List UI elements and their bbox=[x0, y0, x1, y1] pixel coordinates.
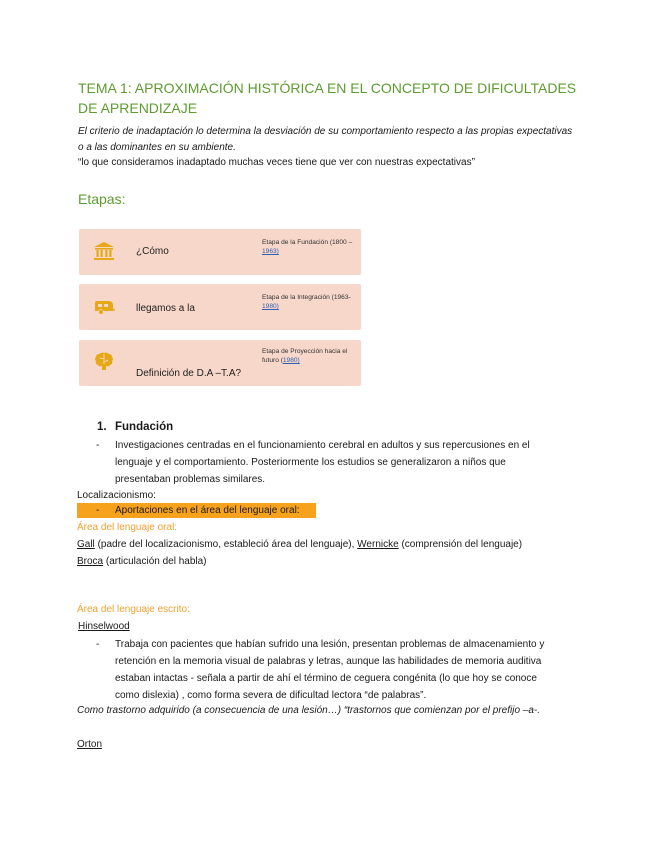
intro-italic-text: El criterio de inadaptación lo determina la desviación de su comportamiento respecto a las propias expectativas o a las dominantes en su ambiente. bbox=[78, 126, 573, 153]
caravan-icon bbox=[93, 298, 115, 318]
brain-icon bbox=[93, 351, 115, 371]
section-number: 1. bbox=[97, 421, 107, 433]
bullet-dash: - bbox=[96, 440, 100, 451]
broca-name: Broca bbox=[77, 556, 104, 567]
etapa-card-side-text bbox=[262, 238, 357, 256]
etapas-heading: Etapas: bbox=[78, 191, 126, 207]
fundacion-bullet bbox=[96, 437, 586, 489]
broca-line bbox=[77, 554, 207, 570]
etapa-side-text: Etapa de Proyección hacia el futuro ( bbox=[262, 348, 348, 364]
etapa-date-link[interactable]: 1963) bbox=[262, 248, 279, 255]
aportaciones-highlight bbox=[77, 503, 316, 518]
wernicke-name: Wernicke bbox=[357, 539, 399, 550]
aportaciones-text: Aportaciones en el área del lenguaje oral: bbox=[115, 505, 300, 516]
orton-heading: Orton bbox=[77, 739, 103, 750]
gall-name: Gall bbox=[77, 539, 95, 550]
bullet-line: presentaban problemas similares. bbox=[115, 474, 266, 485]
section-heading bbox=[97, 421, 173, 433]
gall-text: (padre del localizacionismo, estableció área del lenguaje), bbox=[94, 539, 358, 550]
etapa-card-label: llegamos a la bbox=[136, 303, 195, 314]
etapa-card-label: ¿Cómo bbox=[136, 246, 169, 257]
etapa-date-link[interactable]: 1980) bbox=[282, 357, 300, 364]
section-title: Fundación bbox=[115, 421, 174, 433]
etapa-date-link[interactable]: 1980) bbox=[262, 303, 279, 310]
etapa-card-label: Definición de D.A –T.A? bbox=[136, 368, 242, 379]
localizacionismo-label: Localizacionismo: bbox=[77, 490, 156, 501]
etapa-card-2 bbox=[79, 284, 361, 330]
escrito-heading: Área del lenguaje escrito: bbox=[77, 604, 190, 615]
etapa-card-side-text bbox=[262, 347, 357, 365]
intro-block bbox=[78, 124, 578, 171]
wernicke-text: (comprensión del lenguaje) bbox=[398, 539, 523, 550]
museum-icon bbox=[93, 241, 115, 261]
hinselwood-heading: Hinselwood bbox=[78, 621, 130, 632]
etapa-side-text: Etapa de la Fundación (1800 – bbox=[262, 239, 353, 246]
etapa-card-3 bbox=[79, 340, 361, 386]
bullet-text bbox=[115, 437, 530, 488]
etapa-card-1 bbox=[79, 229, 361, 275]
page-title: TEMA 1: APROXIMACIÓN HISTÓRICA EN EL CONCEPTO DE DIFICULTADES DE APRENDIZAJE bbox=[78, 80, 577, 116]
etapa-side-text: Etapa de la Integración (1963- bbox=[262, 294, 351, 301]
bullet-line: retención en la memoria visual de palabras y letras, aunque las habilidades de memoria auditiva bbox=[115, 656, 542, 667]
bullet-line: Trabaja con pacientes que habían sufrido una lesión, presentan problemas de almacenamiento y bbox=[115, 639, 545, 650]
broca-text: (articulación del habla) bbox=[103, 556, 207, 567]
hinselwood-bullet bbox=[96, 636, 596, 706]
gall-wernicke-line bbox=[77, 537, 522, 553]
bullet-line: Investigaciones centradas en el funcionamiento cerebral en adultos y sus repercusiones en el bbox=[115, 440, 530, 451]
etapa-card-side-text bbox=[262, 293, 357, 311]
bullet-line: lenguaje y el comportamiento. Posteriormente los estudios se generalizaron a niños que bbox=[115, 457, 506, 468]
intro-quote: “lo que consideramos inadaptado muchas veces tiene que ver con nuestras expectativas” bbox=[78, 157, 475, 168]
bullet-line: estaban intactas - señala a partir de ahí el término de ceguera congénita (lo que hoy se conoce bbox=[115, 673, 537, 684]
oral-heading: Área del lenguaje oral: bbox=[77, 522, 178, 533]
trastorno-line: Como trastorno adquirido (a consecuencia de una lesión…) “trastornos que comienzan por el prefijo –a-. bbox=[77, 705, 541, 716]
bullet-dash: - bbox=[96, 639, 100, 650]
bullet-line: como dislexia) , como forma severa de dificultad lectora “de palabras”. bbox=[115, 690, 427, 701]
bullet-dash: - bbox=[96, 505, 100, 516]
bullet-text bbox=[115, 636, 544, 704]
